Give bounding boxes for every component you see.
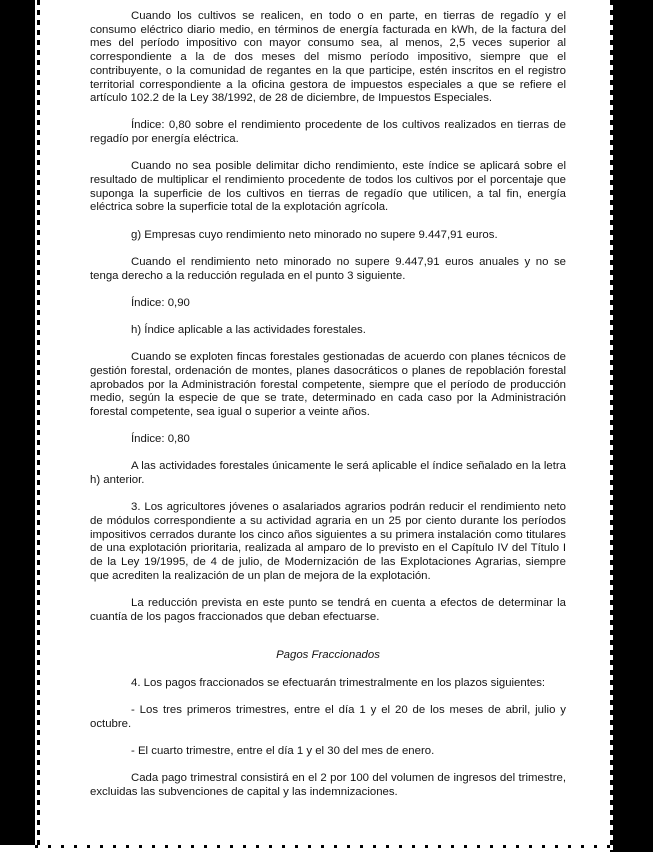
perforation-dots-bottom xyxy=(35,845,613,848)
para-regadio-consumo-electrico: Cuando los cultivos se realicen, en todo o en parte, en tierras de regadío y el consumo eléctrico diario medio, en términos de energía facturada en kWh, de la factura del mes del período impositivo con mayor consumo sea, al menos, 2,5 veces superior al correspondiente a la de dos meses del mismo período impositivo, siempre que el contribuyente, o la comunidad de regantes en la que participe, estén inscritos en el registro territorial correspondiente a la oficina gestora de impuestos especiales a que se refiere el artículo 102.2 de la Ley 38/1992, de 28 de diciembre, de Impuestos Especiales. xyxy=(90,10,566,105)
para-4-pagos-trimestrales: 4. Los pagos fraccionados se efectuarán trimestralmente en los plazos siguientes: xyxy=(131,677,546,690)
para-indice-090: Índice: 0,90 xyxy=(131,296,190,309)
scan-edge-bar-left xyxy=(0,0,35,845)
para-fincas-forestales: Cuando se exploten fincas forestales gestionadas de acuerdo con planes técnicos de gestión forestal, ordenación de montes, planes dasocráticos o planes de repoblación forestal aprobados por la Administración forestal competente, siempre que el período de producción medio, según la especie de que se trate, determinado en cada caso por la Administración forestal competente, sea igual o superior a veinte años. xyxy=(90,351,566,418)
para-reduccion-pagos-fraccionados: La reducción prevista en este punto se tendrá en cuenta a efectos de determinar la cuantía de los pagos fraccionados que deban efectuarse. xyxy=(90,597,566,623)
para-3-agricultores-jovenes: 3. Los agricultores jóvenes o asalariados agrarios podrán reducir el rendimiento neto de módulos correspondiente a su actividad agraria en un 25 por ciento durante los períodos impositivos cerrados durante los cinco años siguientes a su primera instalación como titulares de una explotación prioritaria, realizada al amparo de lo previsto en el Capítulo IV del Título I de la Ley 19/1995, de 4 de julio, de Modernización de las Explotaciones Agrarias, siempre que acrediten la realización de un plan de mejora de la explotación. xyxy=(90,501,566,582)
para-g-empresas-rendimiento: g) Empresas cuyo rendimiento neto minorado no supere 9.447,91 euros. xyxy=(131,228,498,241)
scan-edge-bar-right xyxy=(613,0,653,852)
para-indice-080-forestal: Índice: 0,80 xyxy=(131,433,190,446)
heading-pagos-fraccionados: Pagos Fraccionados xyxy=(276,649,380,662)
para-forestales-indice-h: A las actividades forestales únicamente le será aplicable el índice señalado en la letra h) anterior. xyxy=(90,460,566,487)
para-tres-primeros-trimestres: - Los tres primeros trimestres, entre el día 1 y el 20 de los meses de abril, julio y octubre. xyxy=(90,704,566,731)
para-cuarto-trimestre: - El cuarto trimestre, entre el día 1 y el 30 del mes de enero. xyxy=(131,745,435,758)
para-indice-aplicacion-superficie: Cuando no sea posible delimitar dicho rendimiento, este índice se aplicará sobre el resultado de multiplicar el rendimiento procedente de todos los cultivos por el porcentaje que suponga la superficie de los cultivos en tierras de regadío que utilicen, a tal fin, energía eléctrica sobre la superficie total de la explotación agrícola. xyxy=(90,160,566,214)
perforation-edge-left xyxy=(37,0,40,845)
para-rendimiento-minorado-reduccion: Cuando el rendimiento neto minorado no supere 9.447,91 euros anuales y no se tenga derecho a la reducción regulada en el punto 3 siguiente. xyxy=(90,255,566,282)
para-h-indice-forestales: h) Índice aplicable a las actividades forestales. xyxy=(131,323,366,336)
para-pago-trimestral-2por100: Cada pago trimestral consistirá en el 2 por 100 del volumen de ingresos del trimestre, excluidas las subvenciones de capital y las indemnizaciones. xyxy=(90,772,566,799)
document-text-column xyxy=(90,10,566,813)
perforation-edge-right xyxy=(610,0,613,852)
para-indice-080-regadio: Índice: 0,80 sobre el rendimiento procedente de los cultivos realizados en tierras de regadío por energía eléctrica. xyxy=(90,119,566,146)
